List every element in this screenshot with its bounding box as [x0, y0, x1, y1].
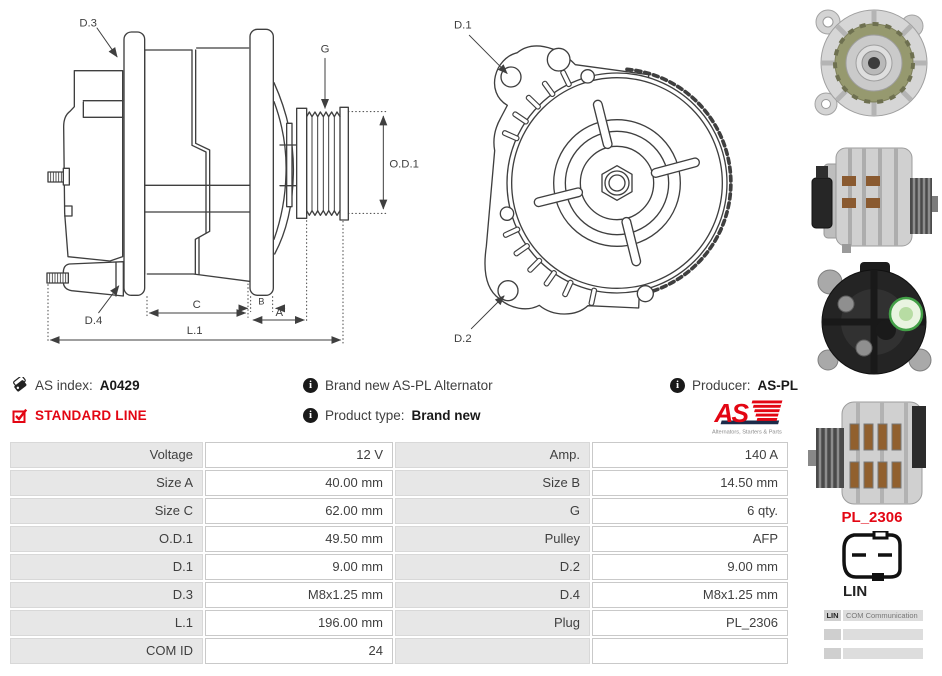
plug-connector-icon [840, 531, 904, 583]
dim-label-d2: D.2 [454, 333, 472, 345]
plug-type-label: LIN [843, 583, 868, 600]
com-value [843, 629, 923, 640]
spec-value [592, 638, 788, 664]
brand-row [303, 376, 493, 394]
com-communication-table [824, 610, 923, 659]
plug-code: PL_2306 [841, 509, 903, 526]
spec-value: 40.00 mm [205, 470, 393, 496]
product-photo-rear-view[interactable] [808, 260, 940, 388]
producer-row [670, 376, 798, 394]
tag-icon [12, 377, 28, 393]
spec-value: AFP [592, 526, 788, 552]
info-icon: i [303, 378, 318, 393]
spec-label [395, 638, 590, 664]
spec-label: L.1 [10, 610, 203, 636]
checkbox-checked-icon [12, 408, 28, 423]
info-icon: i [670, 378, 685, 393]
spec-value: M8x1.25 mm [205, 582, 393, 608]
dim-label-d1: D.1 [454, 19, 472, 32]
standard-line-row [12, 406, 147, 424]
spec-value: 12 V [205, 442, 393, 468]
com-key [824, 648, 841, 659]
as-pl-logo [698, 398, 792, 438]
spec-label: G [395, 498, 590, 524]
spec-value: PL_2306 [592, 610, 788, 636]
brand-text: Brand new AS-PL Alternator [325, 377, 493, 393]
dim-label-g: G [320, 43, 330, 56]
spec-label: Plug [395, 610, 590, 636]
as-index-label: AS index: [35, 377, 93, 393]
dim-label-d4: D.4 [84, 315, 103, 327]
product-type-row [303, 406, 481, 424]
spec-label: COM ID [10, 638, 203, 664]
standard-line-label: STANDARD LINE [35, 407, 147, 423]
logo-text: AS [714, 398, 748, 428]
spec-value: 196.00 mm [205, 610, 393, 636]
spec-label: D.2 [395, 554, 590, 580]
dim-label-l1: L.1 [186, 325, 203, 337]
producer-value: AS-PL [757, 377, 799, 393]
spec-label: D.4 [395, 582, 590, 608]
spec-value: 6 qty. [592, 498, 788, 524]
spec-label: Voltage [10, 442, 203, 468]
product-photo-side-view-connector[interactable] [808, 136, 940, 254]
spec-value: 24 [205, 638, 393, 664]
spec-table [10, 442, 790, 664]
spec-value: 140 A [592, 442, 788, 468]
dim-label-c: C [192, 299, 201, 311]
spec-value: 49.50 mm [205, 526, 393, 552]
info-icon: i [303, 408, 318, 423]
producer-label: Producer: [692, 377, 751, 393]
spec-label: Size C [10, 498, 203, 524]
spec-value: 9.00 mm [592, 554, 788, 580]
as-index-value: A0429 [99, 377, 140, 393]
product-photo-side-view-pulley[interactable] [808, 394, 940, 510]
dim-label-od1: O.D.1 [389, 158, 419, 171]
spec-label: Pulley [395, 526, 590, 552]
spec-value: 14.50 mm [592, 470, 788, 496]
com-value [843, 648, 923, 659]
product-type-label: Product type: [325, 407, 405, 423]
dim-label-a: A [275, 307, 284, 319]
product-photo-gallery [806, 2, 942, 510]
dim-label-b: B [258, 296, 265, 307]
com-key [824, 629, 841, 640]
spec-label: Amp. [395, 442, 590, 468]
product-photo-front-view[interactable] [808, 2, 940, 130]
alternator-side-view-diagram [30, 0, 430, 365]
product-type-value: Brand new [411, 407, 481, 423]
spec-label: O.D.1 [10, 526, 203, 552]
alternator-front-view-diagram [432, 8, 762, 348]
logo-tagline: Alternators, Starters & Parts [711, 429, 782, 436]
spec-value: 9.00 mm [205, 554, 393, 580]
com-key: LIN [824, 610, 841, 621]
as-index-row [12, 376, 140, 394]
spec-label: D.3 [10, 582, 203, 608]
spec-label: Size A [10, 470, 203, 496]
spec-label: Size B [395, 470, 590, 496]
dim-label-d3: D.3 [79, 17, 97, 30]
com-value: COM Communication [843, 610, 923, 621]
spec-value: M8x1.25 mm [592, 582, 788, 608]
spec-value: 62.00 mm [205, 498, 393, 524]
spec-label: D.1 [10, 554, 203, 580]
